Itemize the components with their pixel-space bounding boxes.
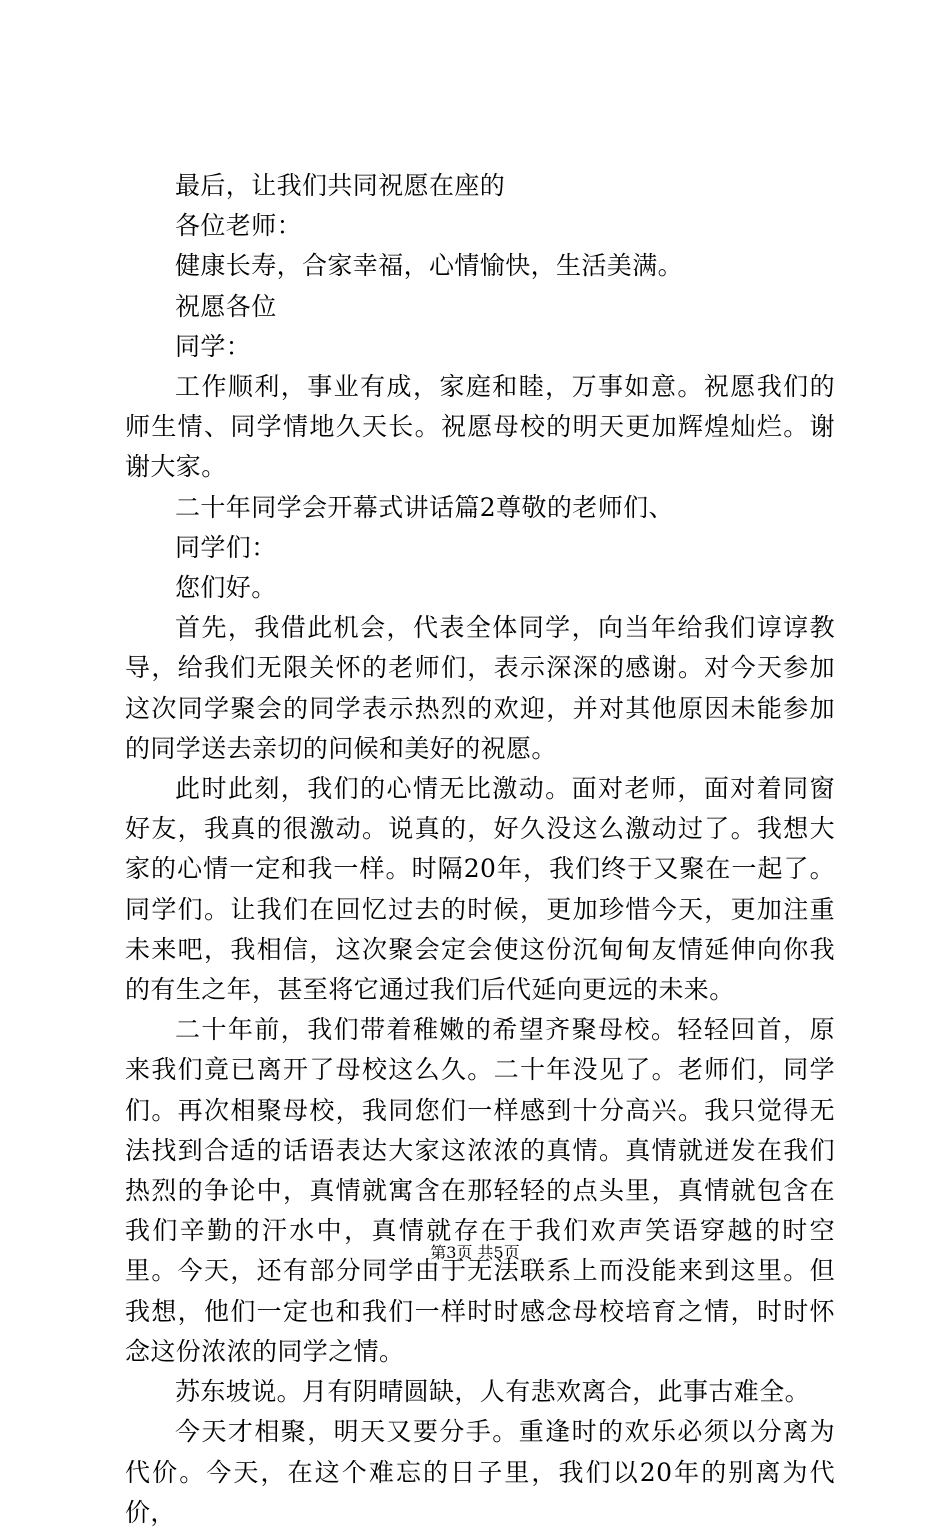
paragraph: 健康长寿，合家幸福，心情愉快，生活美满。 [175, 251, 684, 281]
paragraph: 苏东坡说。月有阴晴圆缺，人有悲欢离合，此事古难全。 [175, 1377, 811, 1407]
paragraph: 今天才相聚，明天又要分手。重逢时的欢乐必须以分离为代价。今天，在这个难忘的日子里，我们以20年的别离为代价， [125, 1417, 835, 1527]
section-heading: 二十年同学会开幕式讲话篇2尊敬的老师们、 [175, 492, 674, 522]
paragraph: 同学们： [175, 532, 277, 562]
document-body [125, 166, 835, 1533]
page-number-footer: 第3页 共5页 [430, 1243, 520, 1262]
paragraph: 各位老师： [175, 211, 303, 241]
paragraph: 首先，我借此机会，代表全体同学，向当年给我们谆谆教导，给我们无限关怀的老师们，表示深深的感谢。对今天参加这次同学聚会的同学表示热烈的欢迎，并对其他原因未能参加的同学送去亲切的问候和美好的祝愿。 [125, 613, 835, 763]
paragraph: 最后，让我们共同祝愿在座的 [175, 171, 506, 200]
paragraph: 此时此刻，我们的心情无比激动。面对老师，面对着同窗好友，我真的很激动。说真的，好久没这么激动过了。我想大家的心情一定和我一样。时隔20年，我们终于又聚在一起了。同学们。让我们在回忆过去的时候，更加珍惜今天，更加注重未来吧，我相信，这次聚会定会使这份沉甸甸友情延伸向你我的有生之年，甚至将它通过我们后代延向更远的未来。 [125, 774, 835, 1005]
paragraph: 工作顺利，事业有成，家庭和睦，万事如意。祝愿我们的师生情、同学情地久天长。祝愿母校的明天更加辉煌灿烂。谢谢大家。 [125, 372, 835, 482]
paragraph: 祝愿各位 [175, 291, 277, 321]
paragraph: 二十年前，我们带着稚嫩的希望齐聚母校。轻轻回首，原来我们竟已离开了母校这么久。二十年没见了。老师们，同学们。再次相聚母校，我同您们一样感到十分高兴。我只觉得无法找到合适的话语表达大家这浓浓的真情。真情就迸发在我们热烈的争论中，真情就寓含在那轻轻的点头里，真情就包含在我们辛勤的汗水中，真情就存在于我们欢声笑语穿越的时空里。今天，还有部分同学由于无法联系上而没能来到这里。但我想，他们一定也和我们一样时时感念母校培育之情，时时怀念这份浓浓的同学之情。 [125, 1015, 835, 1366]
paragraph: 您们好。 [175, 573, 277, 603]
paragraph: 同学： [175, 331, 252, 361]
